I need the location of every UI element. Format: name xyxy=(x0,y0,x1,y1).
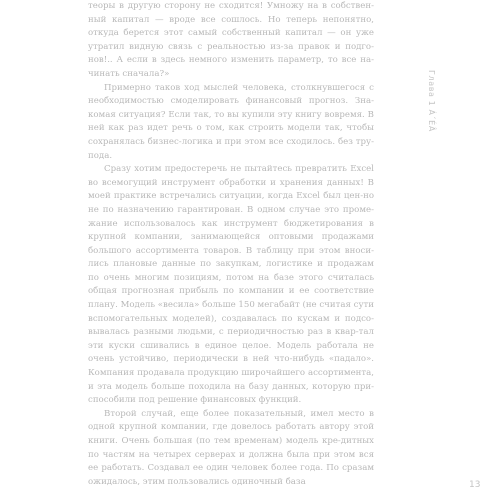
paragraph-continuation: теоры в другую сторону не сходится! Умножу на в собствен-ный капитал — вроде все сошлось. Но теперь непонятно, откуда берется этот самый собственный капитал — он уже утратил видную связь с реальностью из-за правок и подго-нов!.. А если в здесь немного изменить параметр, то все на-чинать сначала?» xyxy=(88,1,374,79)
running-head: Глава 1 Á´ÉÂ xyxy=(427,70,436,132)
paragraph-second-case: Второй случай, еще более показательный, имел место в одной крупной компании, где довелось работать автору этой книги. Очень большая (по тем временам) модель кре-дитных по частям на четырех серверах и должна была при этом вся ее работать. Создавал ее один человек более года. По сразам ожидалось, этим пользовались одиночный база xyxy=(88,408,374,487)
body-text-column xyxy=(88,0,374,489)
paragraph-thought-process: Примерно таков ход мыслей человека, столкнувшегося с необходимостью смоделировать финансовый прогноз. Зна-комая ситуация? Если так, то вы купили эту книгу вовремя. В ней как раз идет речь о том, как строить модели так, чтобы сохранялась бизнес-логика и при этом все сходилось. без тру-пода. xyxy=(88,82,374,161)
paragraph-excel-warning: Сразу хотим предостеречь не пытайтесь превратить Excel во всемогущий инструмент обработки и хранения данных! В моей практике встречались ситуации, когда Excel был цен-но не по назначению гарантирован. В одном случае это проме-жание использовалось как инструмент бюджетирования в крупной компании, занимающейся оптовыми продажами большого ассортимента товаров. В таблицу при этом вноси-лись плановые данные по закупкам, логистике и продажам по очень многим позициям, потом на базе этого считалась общая прогнозная прибыль по компании и ее соответствие плану. Модель «весила» больше 150 мегабайт (не считая сути вспомогательных моделей), создавалась по кускам и подсо-вывалась разными людьми, с периодичностью раз в квар-тал эти куски сшивались в единое целое. Модель работала не очень устойчиво, периодически в ней что-нибудь «падало». Компания продавала продукцию широчайшего ассортимента, и эта модель больше походила на базу данных, которую при-способили под решение финансовых функций. xyxy=(88,164,374,406)
page-number: 13 xyxy=(469,480,481,490)
